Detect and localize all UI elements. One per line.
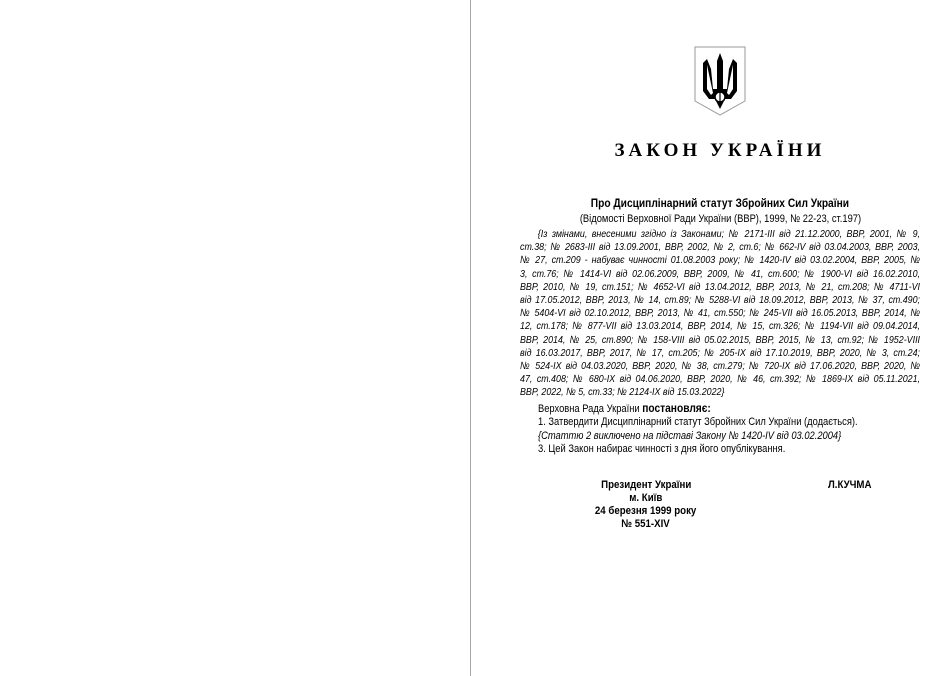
signature-position: Президент України xyxy=(600,479,692,491)
amendments-line: 47, ст.408; № 680-IX від 04.06.2020, ВВР, 2020, № 46, ст.392; № 1869-IX від 05.11.2021, xyxy=(520,373,921,386)
amendments-line: № 524-IX від 04.03.2020, ВВР, 2020, № 38, ст.279; № 720-IX від 17.06.2020, ВВР, 2020, № xyxy=(520,360,921,373)
amendments-line: від 16.03.2017, ВВР, 2017, № 17, ст.205; № 205-IX від 17.10.2019, ВВР, 2020, № 3, ст.24; xyxy=(520,346,921,359)
amendments-line: 12, ст.178; № 877-VII від 13.03.2014, ВВР, 2014, № 15, ст.326; № 1194-VII від 09.04.2014, xyxy=(520,320,921,333)
publication-source xyxy=(520,213,920,225)
page-divider xyxy=(470,0,471,676)
document-title: ЗАКОН УКРАЇНИ xyxy=(614,140,826,161)
amendments-line: {Із змінами, внесеними згідно із Законами; № 2171-III від 21.12.2000, ВВР, 2001, № 9, xyxy=(537,228,921,240)
resolution-intro xyxy=(538,402,858,416)
signature-city: м. Київ xyxy=(629,492,663,504)
amendments-line: ВВР, 2010, № 19, ст.151; № 4652-VI від 13.04.2012, ВВР, 2013, № 21, ст.208; № 4711-VI xyxy=(520,280,921,293)
amendments-line: ВВР, 2022, № 5, ст.33; № 2124-IX від 15.03.2022} xyxy=(520,386,725,399)
resolution-intro-text: Верховна Рада України xyxy=(538,403,643,415)
resolution-item-3: 3. Цей Закон набирає чинності з дня його опублікування. xyxy=(538,443,786,456)
coat-of-arms-icon xyxy=(693,45,747,117)
resolution-body xyxy=(538,402,858,457)
law-heading-text: Про Дисциплінарний статут Збройних Сил України xyxy=(590,196,850,210)
signatory-name-block xyxy=(810,479,890,492)
signature-block xyxy=(566,479,726,531)
amendments-list xyxy=(520,228,920,400)
resolution-verb: постановляє: xyxy=(642,401,711,415)
signatory-name: Л.КУЧМА xyxy=(828,479,872,491)
amendments-line: № 5404-VI від 02.10.2012, ВВР, 2013, № 41, ст.550; № 245-VII від 16.05.2013, ВВР, 2014, № xyxy=(520,307,921,320)
amendments-line: ст.38; № 2683-III від 13.09.2001, ВВР, 2002, № 2, ст.6; № 662-IV від 03.04.2003, ВВР, 2003, xyxy=(520,241,921,254)
amendments-line: 3, ст.76; № 1414-VI від 02.06.2009, ВВР, 2009, № 41, ст.600; № 1900-VI від 16.02.2010, xyxy=(520,267,921,280)
signature-date: 24 березня 1999 року xyxy=(595,505,697,517)
publication-source-text: (Відомості Верховної Ради України (ВВР), 1999, № 22-23, ст.197) xyxy=(579,213,861,225)
amendments-line: від 17.05.2012, ВВР, 2013, № 14, ст.89; № 5288-VI від 18.09.2012, ВВР, 2013, № 37, ст.490; xyxy=(520,294,921,307)
amendments-line: ВВР, 2014, № 25, ст.890; № 158-VIII від 05.02.2015, ВВР, 2015, № 13, ст.92; № 1952-VIII xyxy=(520,333,921,346)
law-heading xyxy=(520,196,920,210)
resolution-item-1: 1. Затвердити Дисциплінарний статут Збройних Сил України (додається). xyxy=(538,416,858,429)
resolution-item-2-note: {Статтю 2 виключено на підставі Закону № 1420-IV від 03.02.2004} xyxy=(538,429,842,442)
law-number: № 551-XIV xyxy=(621,518,671,530)
amendments-line: № 27, ст.209 - набуває чинності 01.08.2003 року; № 1420-IV від 03.02.2004, ВВР, 2005, № xyxy=(520,254,921,267)
